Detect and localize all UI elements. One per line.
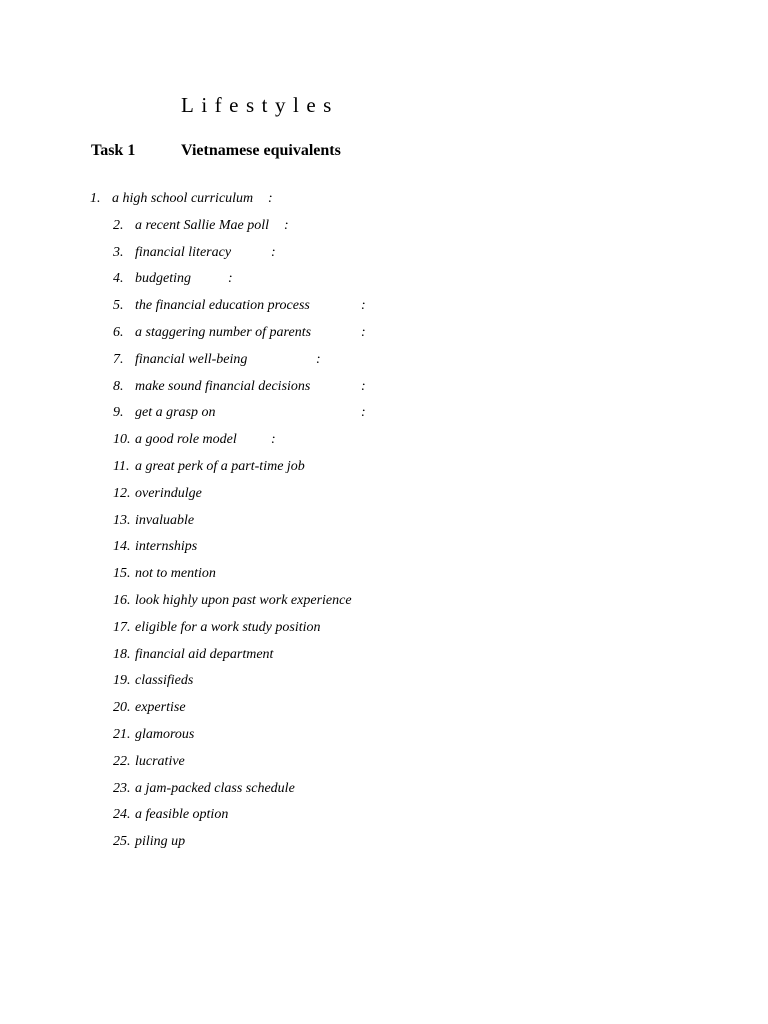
- item-number: 7.: [113, 351, 124, 367]
- item-number: 25.: [113, 834, 131, 850]
- item-term: make sound financial decisions: [135, 378, 311, 394]
- item-term: invaluable: [135, 512, 195, 528]
- item-colon: :: [284, 217, 289, 233]
- item-colon: :: [271, 244, 276, 260]
- item-number: 14.: [113, 539, 131, 555]
- task-heading: Vietnamese equivalents: [181, 142, 341, 159]
- item-colon: :: [268, 191, 273, 206]
- item-number: 10.: [113, 432, 131, 448]
- item-term: budgeting: [135, 271, 191, 287]
- item-term: piling up: [135, 834, 186, 850]
- item-number: 17.: [113, 619, 131, 635]
- item-term: expertise: [135, 700, 186, 716]
- item-number: 20.: [113, 700, 131, 716]
- item-term: the financial education process: [135, 298, 310, 314]
- item-term: a recent Sallie Mae poll: [135, 217, 269, 233]
- item-number: 19.: [113, 673, 131, 689]
- item-number: 13.: [113, 512, 131, 528]
- item-number: 18.: [113, 646, 131, 662]
- item-number: 2.: [113, 217, 124, 233]
- item-term: classifieds: [135, 673, 194, 689]
- item-term: a jam-packed class schedule: [135, 780, 295, 796]
- item-term: financial well-being: [135, 351, 248, 367]
- item-number: 8.: [113, 378, 124, 394]
- item-number: 5.: [113, 298, 124, 314]
- item-term: financial aid department: [135, 646, 274, 662]
- task-label: Task 1: [91, 142, 136, 159]
- item-number: 4.: [113, 271, 124, 287]
- item-term: financial literacy: [135, 244, 232, 260]
- item-term: a good role model: [135, 432, 237, 448]
- item-term: a staggering number of parents: [135, 325, 312, 340]
- item-colon: :: [271, 432, 276, 448]
- item-term: glamorous: [135, 727, 195, 742]
- item-colon: :: [228, 271, 233, 287]
- item-colon: :: [361, 405, 366, 421]
- item-number: 21.: [113, 727, 131, 742]
- item-number: 11.: [113, 459, 130, 474]
- item-number: 1.: [90, 191, 101, 206]
- item-number: 3.: [113, 244, 124, 260]
- item-number: 12.: [113, 485, 131, 501]
- item-colon: :: [316, 351, 321, 367]
- item-term: look highly upon past work experience: [135, 593, 352, 608]
- item-number: 9.: [113, 405, 124, 421]
- item-term: eligible for a work study position: [135, 619, 321, 635]
- item-number: 16.: [113, 593, 131, 608]
- item-number: 15.: [113, 566, 131, 582]
- item-term: overindulge: [135, 485, 202, 501]
- page-title: Lifestyles: [181, 93, 339, 117]
- item-number: 24.: [113, 807, 131, 823]
- item-term: a high school curriculum: [112, 191, 254, 206]
- item-term: internships: [135, 539, 198, 555]
- item-colon: :: [361, 298, 366, 314]
- item-colon: :: [361, 378, 366, 394]
- item-term: lucrative: [135, 753, 185, 769]
- item-number: 22.: [113, 753, 131, 769]
- item-colon: :: [361, 325, 366, 340]
- item-number: 23.: [113, 780, 131, 796]
- item-number: 6.: [113, 325, 124, 340]
- item-term: not to mention: [135, 566, 216, 582]
- item-term: a great perk of a part-time job: [135, 459, 305, 474]
- item-term: a feasible option: [135, 807, 229, 823]
- item-term: get a grasp on: [135, 405, 216, 421]
